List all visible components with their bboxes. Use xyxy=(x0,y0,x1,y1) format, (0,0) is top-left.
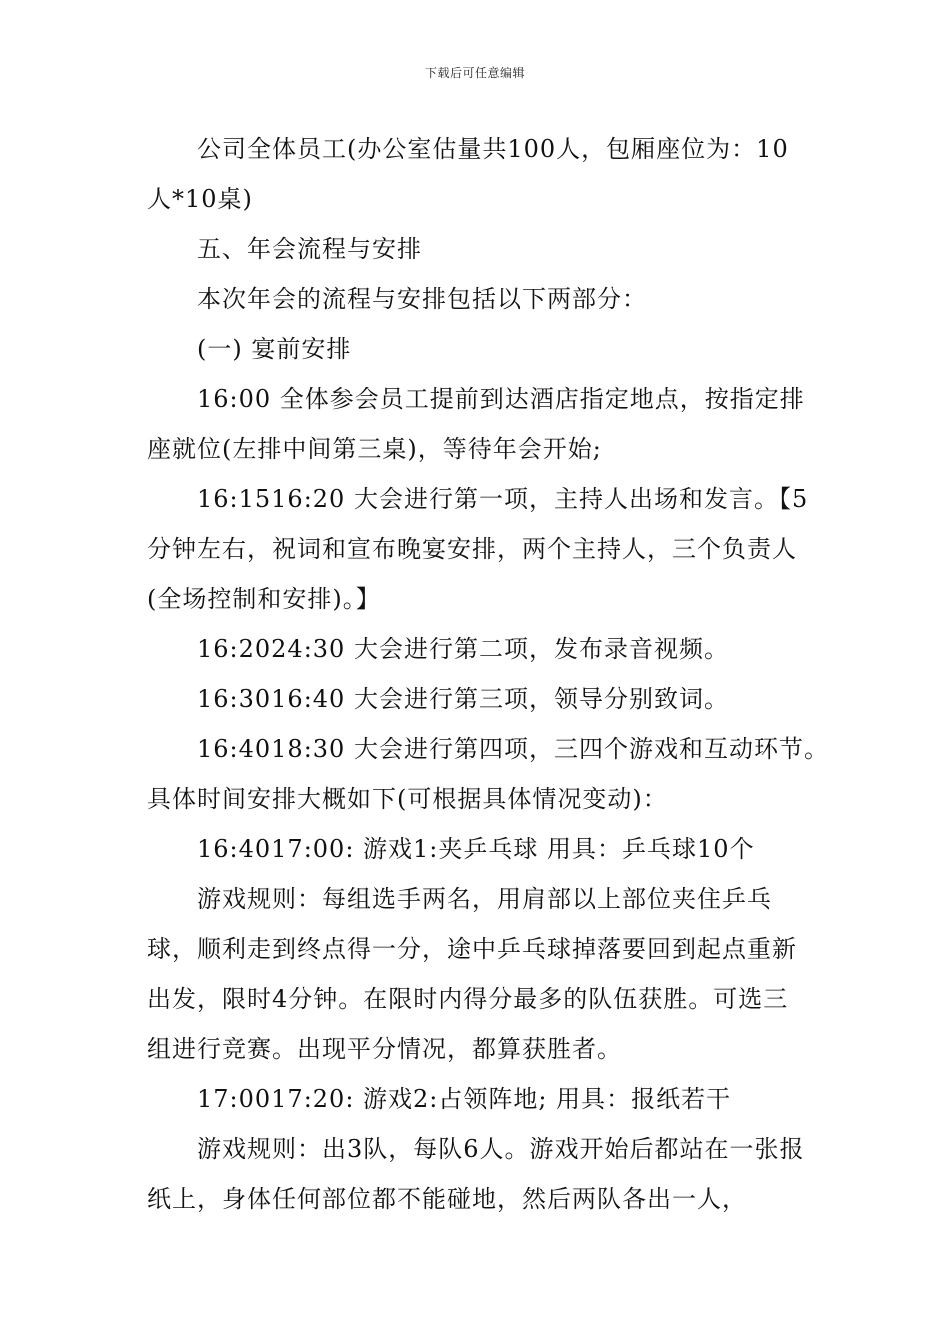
schedule-item-1615: 16:1516:20 大会进行第一项，主持人出场和发言。【5分钟左右，祝词和宣布晚宴安排，两个主持人，三个负责人(全场控制和安排)。】 xyxy=(147,485,809,613)
section-heading-process: 五、年会流程与安排 xyxy=(197,235,422,263)
subheading-pre-banquet: (一) 宴前安排 xyxy=(197,335,352,363)
header-note: 下载后可任意编辑 xyxy=(424,66,525,80)
schedule-item-1640: 16:4018:30 大会进行第四项，三四个游戏和互动环节。具体时间安排大概如下(可根据具体情况变动)： xyxy=(147,735,829,813)
schedule-item-1620: 16:2024:30 大会进行第二项，发布录音视频。 xyxy=(197,635,729,663)
paragraph-staff: 公司全体员工(办公室估量共100人，包厢座位为：10人*10桌) xyxy=(147,135,789,213)
paragraph-process-intro: 本次年会的流程与安排包括以下两部分： xyxy=(197,285,647,313)
document-body xyxy=(147,124,829,1224)
game-1-rules: 游戏规则：每组选手两名，用肩部以上部位夹住乒乓球，顺利走到终点得一分，途中乒乓球掉落要回到起点重新出发，限时4分钟。在限时内得分最多的队伍获胜。可选三组进行竞赛。出现平分情况，都算获胜者。 xyxy=(147,885,797,1063)
schedule-item-1600: 16:00 全体参会员工提前到达酒店指定地点，按指定排座就位(左排中间第三桌)，等待年会开始; xyxy=(147,385,805,463)
schedule-item-1630: 16:3016:40 大会进行第三项，领导分别致词。 xyxy=(197,685,729,713)
game-1-title: 16:4017:00: 游戏1:夹乒乓球 用具：乒乓球10个 xyxy=(197,835,755,863)
game-2-title: 17:0017:20: 游戏2:占领阵地; 用具：报纸若干 xyxy=(197,1085,732,1113)
game-2-rules: 游戏规则：出3队，每队6人。游戏开始后都站在一张报纸上，身体任何部位都不能碰地，然后两队各出一人， xyxy=(147,1135,805,1213)
